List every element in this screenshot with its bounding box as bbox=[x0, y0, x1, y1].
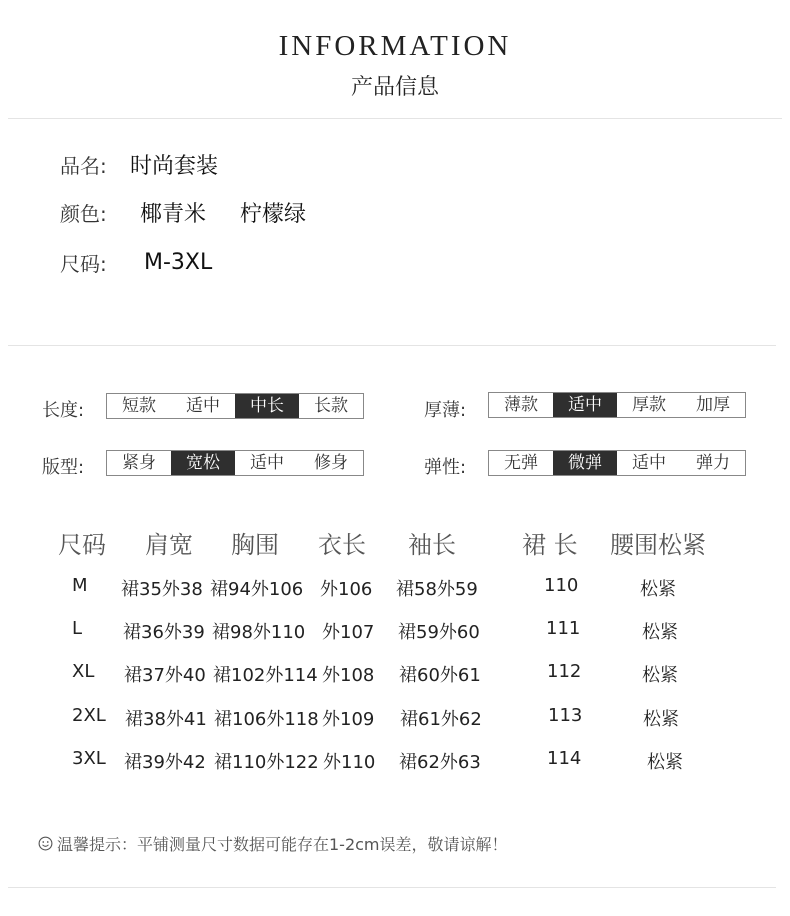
name-value: 时尚套装 bbox=[130, 153, 219, 179]
length-option: 长款 bbox=[314, 396, 348, 416]
table-cell-waist: 松紧 bbox=[640, 579, 676, 600]
table-cell-size: L bbox=[72, 618, 83, 639]
thickness-label: 厚薄: bbox=[424, 400, 467, 421]
table-header-bust: 胸围 bbox=[231, 531, 279, 559]
table-cell-shoulder: 裙36外39 bbox=[123, 622, 205, 643]
table-cell-sleeve: 裙58外59 bbox=[396, 579, 478, 600]
thickness-option: 加厚 bbox=[696, 395, 730, 415]
table-cell-size: M bbox=[72, 575, 88, 596]
thickness-scale bbox=[488, 392, 746, 418]
table-cell-skirt-length: 113 bbox=[548, 705, 583, 726]
color-value-1: 椰青米 bbox=[140, 201, 207, 227]
table-cell-waist: 松紧 bbox=[647, 752, 683, 773]
tip-text: 温馨提示：平铺测量尺寸数据可能存在1-2cm误差，敬请谅解！ bbox=[57, 835, 508, 854]
table-cell-sleeve: 裙59外60 bbox=[398, 622, 480, 643]
info-row-name bbox=[60, 146, 218, 182]
thickness-option-selected: 适中 bbox=[553, 393, 617, 417]
info-row-size bbox=[60, 244, 212, 280]
tip-note bbox=[38, 832, 508, 855]
color-value-2: 柠檬绿 bbox=[240, 201, 307, 227]
divider-top bbox=[8, 118, 782, 119]
table-cell-shoulder: 裙38外41 bbox=[125, 709, 207, 730]
length-option: 短款 bbox=[122, 396, 156, 416]
elasticity-label: 弹性: bbox=[424, 457, 467, 478]
table-cell-size: 2XL bbox=[72, 705, 106, 726]
table-cell-shoulder: 裙39外42 bbox=[124, 752, 206, 773]
fit-option-selected: 宽松 bbox=[171, 451, 235, 475]
table-cell-length: 外110 bbox=[323, 752, 376, 773]
table-cell-sleeve: 裙61外62 bbox=[400, 709, 482, 730]
table-header-sleeve: 袖长 bbox=[408, 531, 456, 559]
table-cell-skirt-length: 112 bbox=[547, 661, 582, 682]
elasticity-option: 无弹 bbox=[504, 453, 538, 473]
fit-option: 修身 bbox=[314, 453, 348, 473]
table-cell-size: 3XL bbox=[72, 748, 106, 769]
info-row-color bbox=[60, 194, 306, 230]
table-cell-length: 外109 bbox=[322, 709, 375, 730]
table-cell-shoulder: 裙35外38 bbox=[121, 579, 203, 600]
length-scale bbox=[106, 393, 364, 419]
table-cell-skirt-length: 114 bbox=[547, 748, 582, 769]
table-cell-shoulder: 裙37外40 bbox=[124, 665, 206, 686]
color-label: 颜色: bbox=[60, 201, 107, 226]
table-cell-waist: 松紧 bbox=[643, 709, 679, 730]
length-option: 适中 bbox=[186, 396, 220, 416]
table-cell-bust: 裙110外122 bbox=[214, 752, 319, 773]
table-cell-bust: 裙98外110 bbox=[212, 622, 306, 643]
table-cell-skirt-length: 111 bbox=[546, 618, 581, 639]
size-label: 尺码: bbox=[60, 251, 107, 276]
size-value: M-3XL bbox=[144, 249, 213, 275]
fit-option: 紧身 bbox=[122, 453, 156, 473]
smile-icon bbox=[38, 836, 53, 851]
elasticity-option: 弹力 bbox=[696, 453, 730, 473]
name-label: 品名: bbox=[60, 153, 107, 178]
fit-label: 版型: bbox=[42, 457, 85, 478]
thickness-option: 薄款 bbox=[504, 395, 538, 415]
length-label: 长度: bbox=[42, 400, 85, 421]
length-option-selected: 中长 bbox=[235, 394, 299, 418]
table-cell-length: 外106 bbox=[320, 579, 373, 600]
table-header-waist: 腰围松紧 bbox=[610, 531, 706, 559]
divider-middle bbox=[8, 345, 776, 346]
table-header-length: 衣长 bbox=[318, 531, 366, 559]
title-english: INFORMATION bbox=[278, 30, 512, 62]
table-header-skirt-length: 裙 长 bbox=[522, 531, 578, 559]
table-cell-skirt-length: 110 bbox=[544, 575, 579, 596]
table-cell-bust: 裙102外114 bbox=[213, 665, 318, 686]
table-cell-bust: 裙94外106 bbox=[210, 579, 304, 600]
table-cell-length: 外107 bbox=[322, 622, 375, 643]
table-cell-bust: 裙106外118 bbox=[214, 709, 319, 730]
title-chinese: 产品信息 bbox=[350, 75, 439, 100]
elasticity-option: 适中 bbox=[632, 453, 666, 473]
elasticity-option-selected: 微弹 bbox=[553, 451, 617, 475]
table-header-shoulder: 肩宽 bbox=[145, 531, 193, 559]
thickness-option: 厚款 bbox=[632, 395, 666, 415]
fit-option: 适中 bbox=[250, 453, 284, 473]
elasticity-scale bbox=[488, 450, 746, 476]
table-header-size: 尺码 bbox=[58, 531, 106, 559]
table-cell-sleeve: 裙62外63 bbox=[399, 752, 481, 773]
divider-bottom bbox=[8, 887, 776, 888]
table-cell-waist: 松紧 bbox=[642, 665, 678, 686]
table-cell-sleeve: 裙60外61 bbox=[399, 665, 481, 686]
table-cell-waist: 松紧 bbox=[642, 622, 678, 643]
table-cell-length: 外108 bbox=[322, 665, 375, 686]
table-cell-size: XL bbox=[72, 661, 95, 682]
fit-scale bbox=[106, 450, 364, 476]
